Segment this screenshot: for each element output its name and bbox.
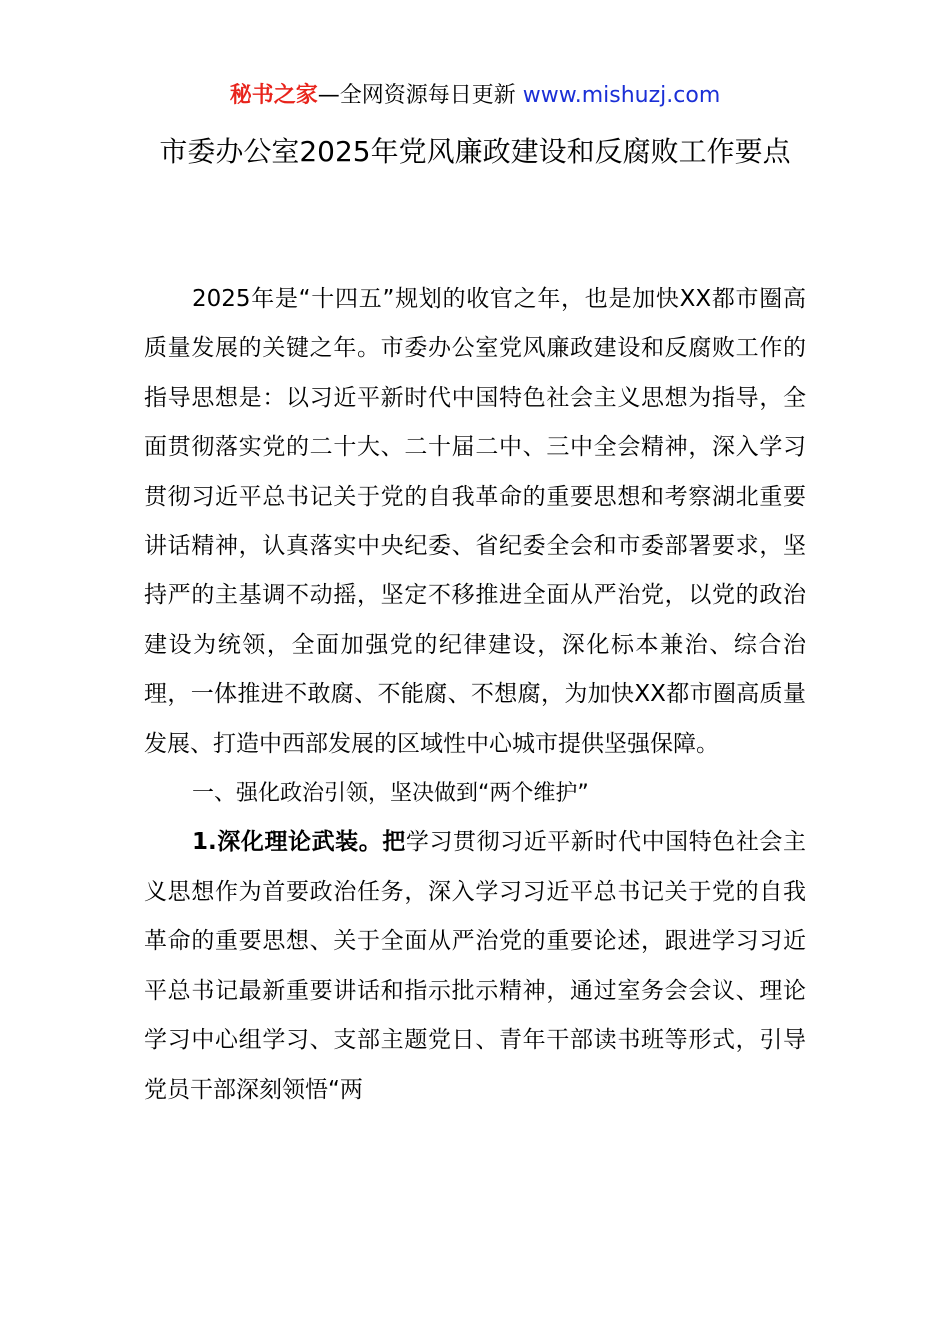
item-paragraph <box>144 818 806 1114</box>
brand-name: 秘书之家 <box>229 83 318 108</box>
intro-paragraph: 2025年是“十四五”规划的收官之年，也是加快XX都市圈高质量发展的关键之年。市委办公室党风廉政建设和反腐败工作的指导思想是：以习近平新时代中国特色社会主义思想为指导，全面贯彻落实党的二十大、二十届二中、三中全会精神，深入学习贯彻习近平总书记关于党的自我革命的重要思想和考察湖北重要讲话精神，认真落实中央纪委、省纪委全会和市委部署要求，坚持严的主基调不动摇，坚定不移推进全面从严治党，以党的政治建设为统领，全面加强党的纪律建设，深化标本兼治、综合治理，一体推进不敢腐、不能腐、不想腐，为加快XX都市圈高质量发展、打造中西部发展的区域性中心城市提供坚强保障。 <box>144 286 806 757</box>
site-banner <box>0 80 950 112</box>
item-body: 学习贯彻习近平新时代中国特色社会主义思想作为首要政治任务，深入学习习近平总书记关于党的自我革命的重要思想、关于全面从严治党的重要论述，跟进学习习近平总书记最新重要讲话和指示批示精神，通过室务会会议、理论学习中心组学习、支部主题党日、青年干部读书班等形式，引导党员干部深刻领悟“两 <box>144 829 806 1103</box>
section-heading: 一、强化政治引领，坚决做到“两个维护” <box>192 781 589 807</box>
item-lead: 1.深化理论武装。把 <box>192 829 406 856</box>
document-body <box>144 275 806 1115</box>
banner-tagline: —全网资源每日更新 <box>317 83 523 108</box>
website-link[interactable]: www.mishuzj.com <box>522 83 721 108</box>
document-title: 市委办公室2025年党风廉政建设和反腐败工作要点 <box>159 135 791 168</box>
